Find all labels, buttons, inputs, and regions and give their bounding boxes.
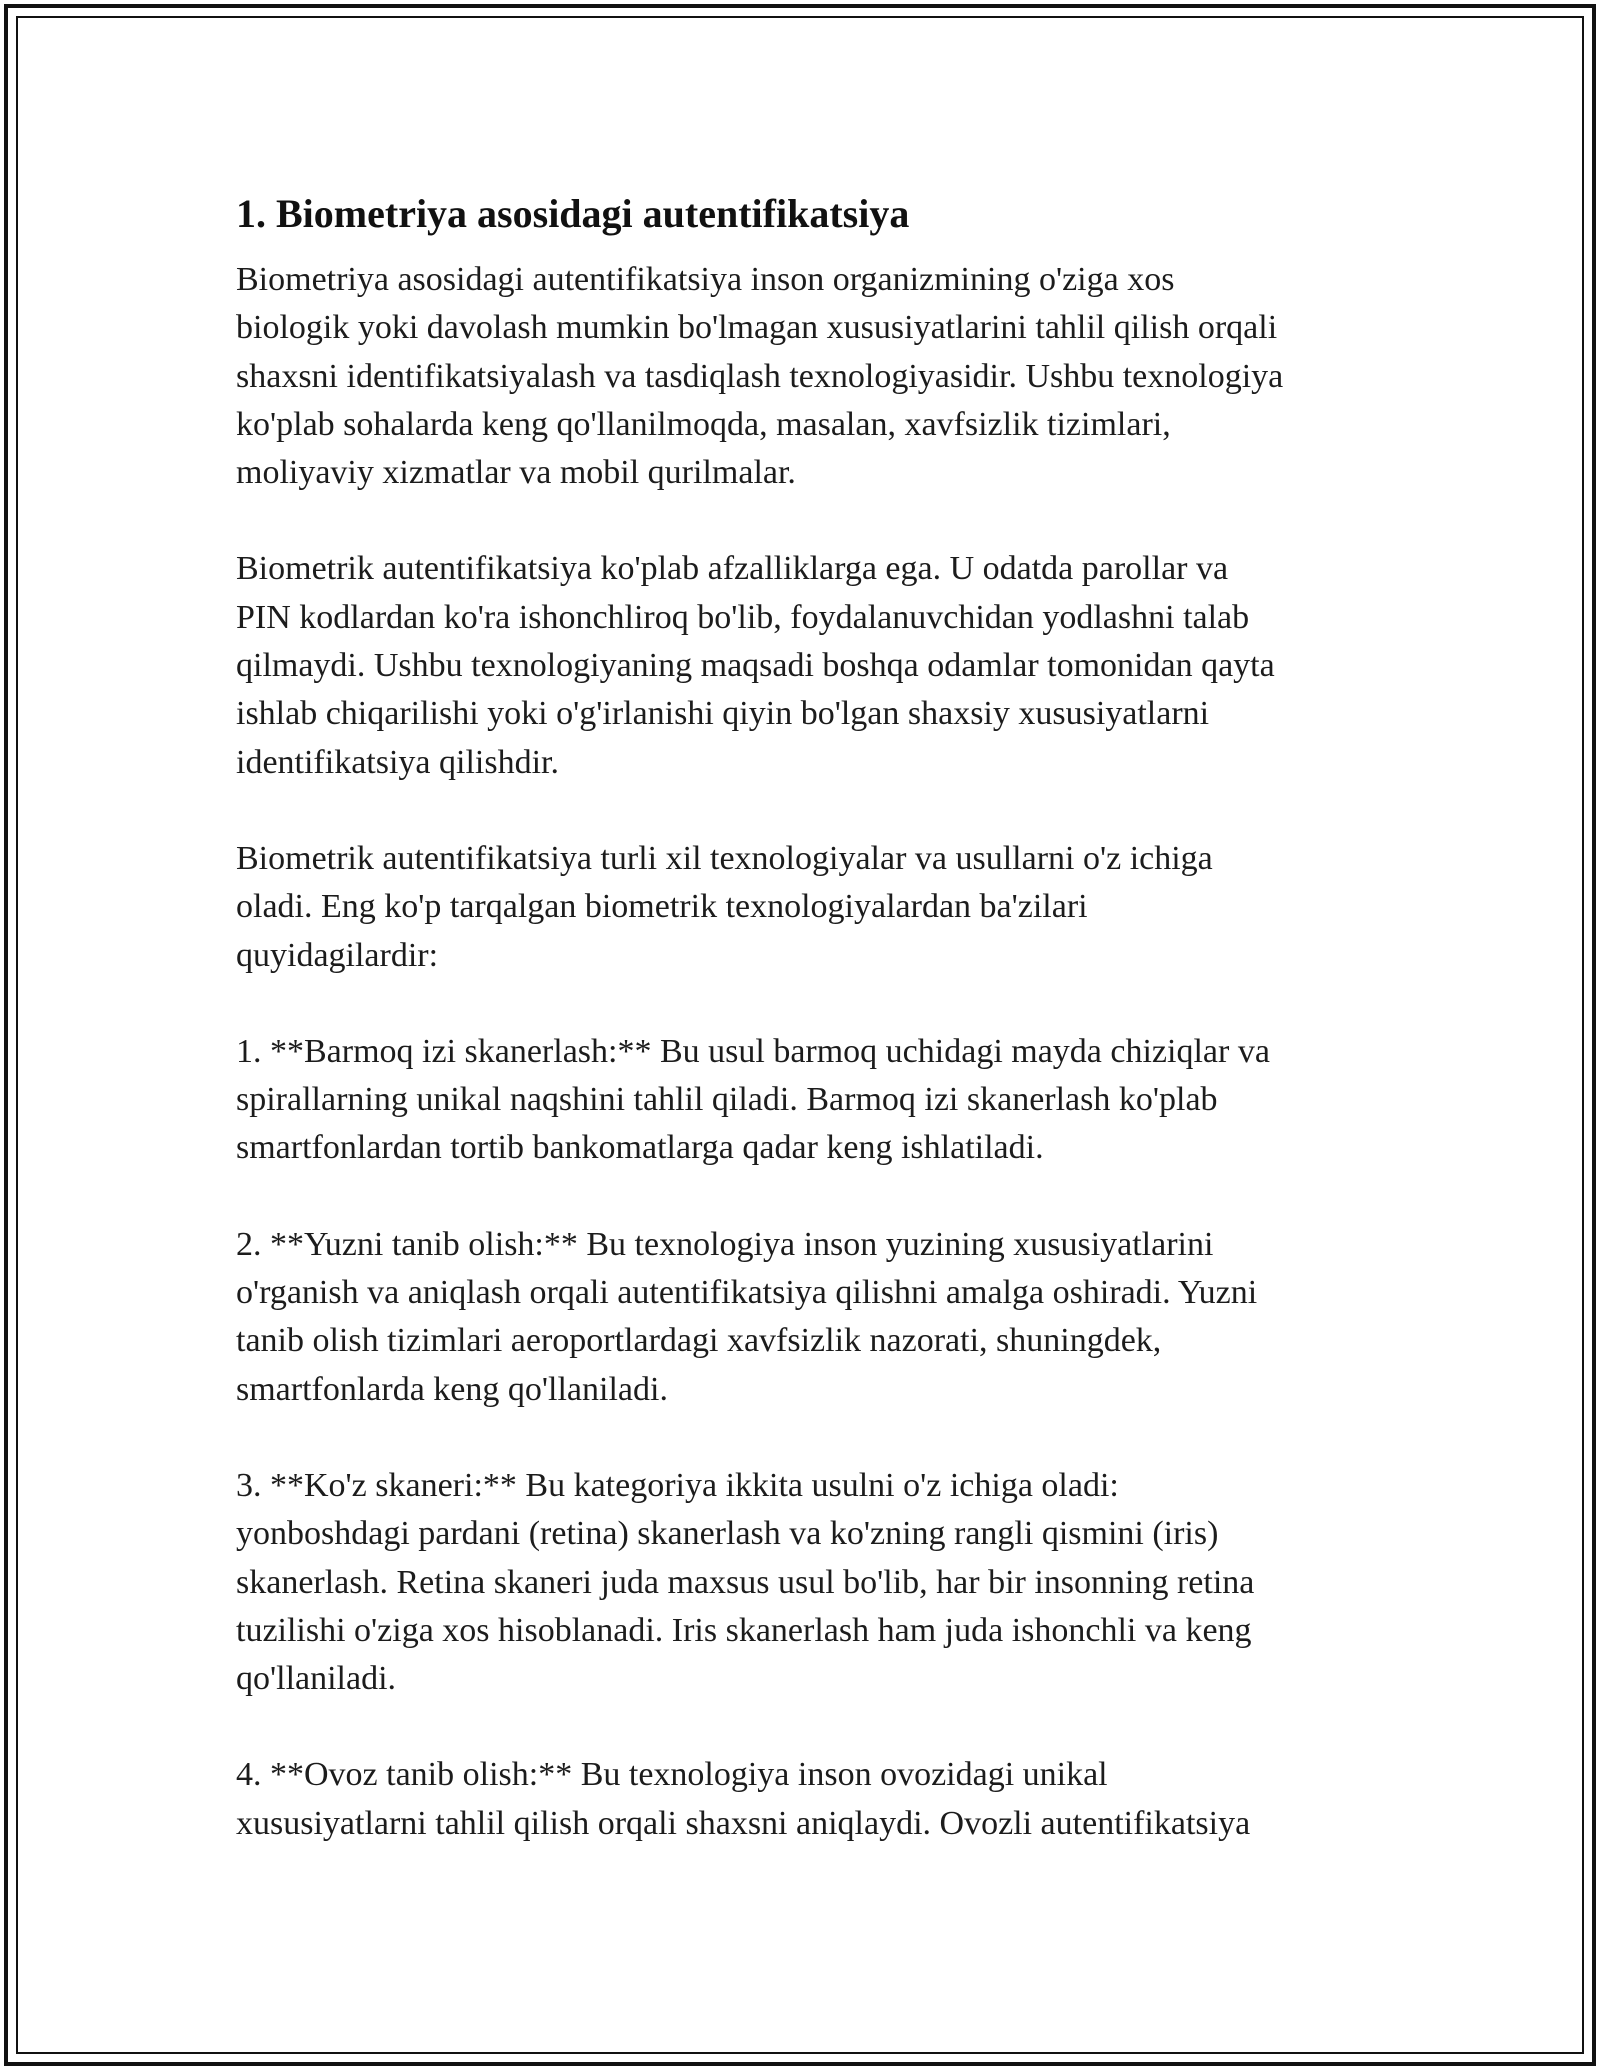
technologies-intro-paragraph: Biometrik autentifikatsiya turli xil texnologiyalar va usullarni o'z ichiga oladi. Eng ko'p tarqalgan biometrik texnologiyalardan ba'zilari quyidagilardir:: [236, 839, 1213, 974]
list-item-face-recognition: 2. **Yuzni tanib olish:** Bu texnologiya inson yuzining xususiyatlarini o'rganish va aniqlash orqali autentifikatsiya qilishni amalga oshiradi. Yuzni tanib olish tizimlari aeroportlardagi xavfsizlik nazorati, shuningdek, smartfonlarda keng qo'llaniladi.: [236, 1225, 1258, 1408]
list-item-voice-recognition: 4. **Ovoz tanib olish:** Bu texnologiya inson ovozidagi unikal xususiyatlarni tahlil qilish orqali shaxsni aniqlaydi. Ovozli autentifikatsiya: [236, 1756, 1251, 1842]
advantages-paragraph: Biometrik autentifikatsiya ko'plab afzalliklarga ega. U odatda parollar va PIN kodlardan ko'ra ishonchliroq bo'lib, foydalanuvchidan yodlashni talab qilmaydi. Ushbu texnologiyaning maqsadi boshqa odamlar tomonidan qayta ishlab chiqarilishi yoki o'g'irlanishi qiyin bo'lgan shaxsiy xususiyatlarni identifikatsiya qilishdir.: [236, 550, 1275, 781]
section-heading: 1. Biometriya asosidagi autentifikatsiya: [236, 191, 910, 236]
list-item-eye-scanner: 3. **Ko'z skaneri:** Bu kategoriya ikkita usulni o'z ichiga oladi: yonboshdagi pardani (retina) skanerlash va ko'zning rangli qismini (iris) skanerlash. Retina skaneri juda maxsus usul bo'lib, har bir insonning retina tuzilishi o'ziga xos hisoblanadi. Iris skanerlash ham juda ishonchli va keng qo'llaniladi.: [236, 1466, 1255, 1698]
list-item-fingerprint: 1. **Barmoq izi skanerlash:** Bu usul barmoq uchidagi mayda chiziqlar va spirallarning unikal naqshini tahlil qiladi. Barmoq izi skanerlash ko'plab smartfonlardan tortib bankomatlarga qadar keng ishlatiladi.: [236, 1032, 1270, 1167]
intro-paragraph: Biometriya asosidagi autentifikatsiya inson organizmining o'ziga xos biologik yoki davolash mumkin bo'lmagan xususiyatlarini tahlil qilish orqali shaxsni identifikatsiyalash va tasdiqlash texnologiyasidir. Ushbu texnologiya ko'plab sohalarda keng qo'llanilmoqda, masalan, xavfsizlik tizimlari, moliyaviy xizmatlar va mobil qurilmalar.: [236, 261, 1284, 492]
document-body: [236, 188, 1376, 1896]
